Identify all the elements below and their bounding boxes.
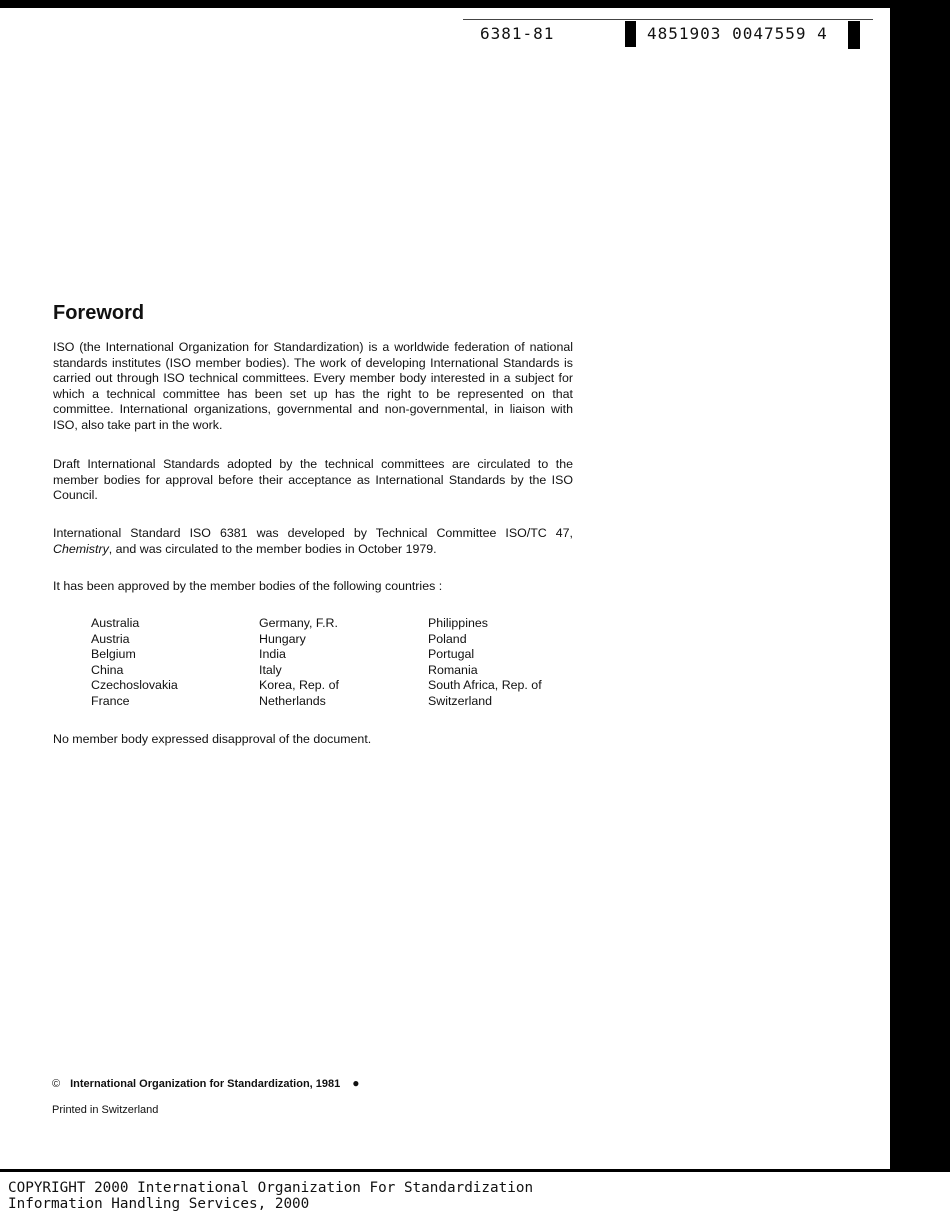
country-column-1: [91, 616, 271, 710]
registration-mark-left: [625, 21, 636, 47]
printed-location: Printed in Switzerland: [52, 1104, 159, 1116]
registration-mark-right: [848, 21, 860, 49]
country-item: Netherlands: [259, 693, 326, 708]
foreword-paragraph-3: [53, 526, 573, 557]
country-item: Romania: [428, 662, 478, 677]
country-item: Austria: [91, 631, 130, 646]
header-rule: [463, 19, 873, 20]
country-item: France: [91, 693, 130, 708]
country-item: Belgium: [91, 647, 136, 662]
country-column-3: [428, 616, 608, 710]
country-item: Switzerland: [428, 693, 493, 708]
country-item: Hungary: [259, 631, 306, 646]
foreword-paragraph-4: It has been approved by the member bodies of the following countries :: [53, 579, 443, 593]
scan-top-border: [0, 0, 950, 8]
copyright-text: International Organization for Standardization, 1981: [70, 1078, 341, 1090]
country-item: South Africa, Rep. of: [428, 678, 542, 693]
country-item: Czechoslovakia: [91, 678, 178, 693]
paragraph-3-end: , and was circulated to the member bodies in October 1979.: [108, 541, 437, 556]
copyright-footer: [8, 1181, 533, 1212]
document-code: 6381-81: [480, 24, 555, 43]
barcode-number: 4851903 0047559 4: [647, 24, 828, 43]
copyright-symbol: ©: [52, 1078, 61, 1090]
foreword-paragraph-5: No member body expressed disapproval of the document.: [53, 732, 372, 746]
footer-line-2: Information Handling Services, 2000: [8, 1195, 310, 1212]
country-column-2: [259, 616, 439, 710]
copyright-notice: [52, 1076, 360, 1090]
country-item: Philippines: [428, 616, 488, 630]
scan-right-border: [890, 0, 950, 1172]
country-item: China: [91, 662, 124, 677]
scan-bottom-border: [0, 1169, 950, 1172]
foreword-paragraph-1: ISO (the International Organization for Standardization) is a worldwide federation of national standards institutes (ISO member bodies). The work of developing International Standards is carried out through ISO technical committees. Every member body interested in a subject for which a technical committee has been set up has the right to be represented on that committee. International organizations, governmental and non-governmental, in liaison with ISO, also take part in the work.: [53, 340, 573, 432]
foreword-paragraph-2: Draft International Standards adopted by the technical committees are circulated to the member bodies for approval before their acceptance as International Standards by the ISO Council.: [53, 457, 573, 503]
country-item: Portugal: [428, 647, 475, 662]
footer-line-1: COPYRIGHT 2000 International Organization For Standardization: [8, 1180, 534, 1196]
country-item: Germany, F.R.: [259, 616, 338, 630]
paragraph-3-start: International Standard ISO 6381 was developed by Technical Committee ISO/TC 47,: [53, 526, 573, 540]
bullet-icon: ●: [352, 1076, 360, 1090]
country-item: India: [259, 647, 286, 662]
committee-name: Chemistry: [53, 541, 109, 556]
country-item: Australia: [91, 616, 140, 630]
page-title: Foreword: [53, 302, 145, 324]
country-item: Korea, Rep. of: [259, 678, 339, 693]
country-item: Italy: [259, 662, 282, 677]
country-item: Poland: [428, 631, 467, 646]
